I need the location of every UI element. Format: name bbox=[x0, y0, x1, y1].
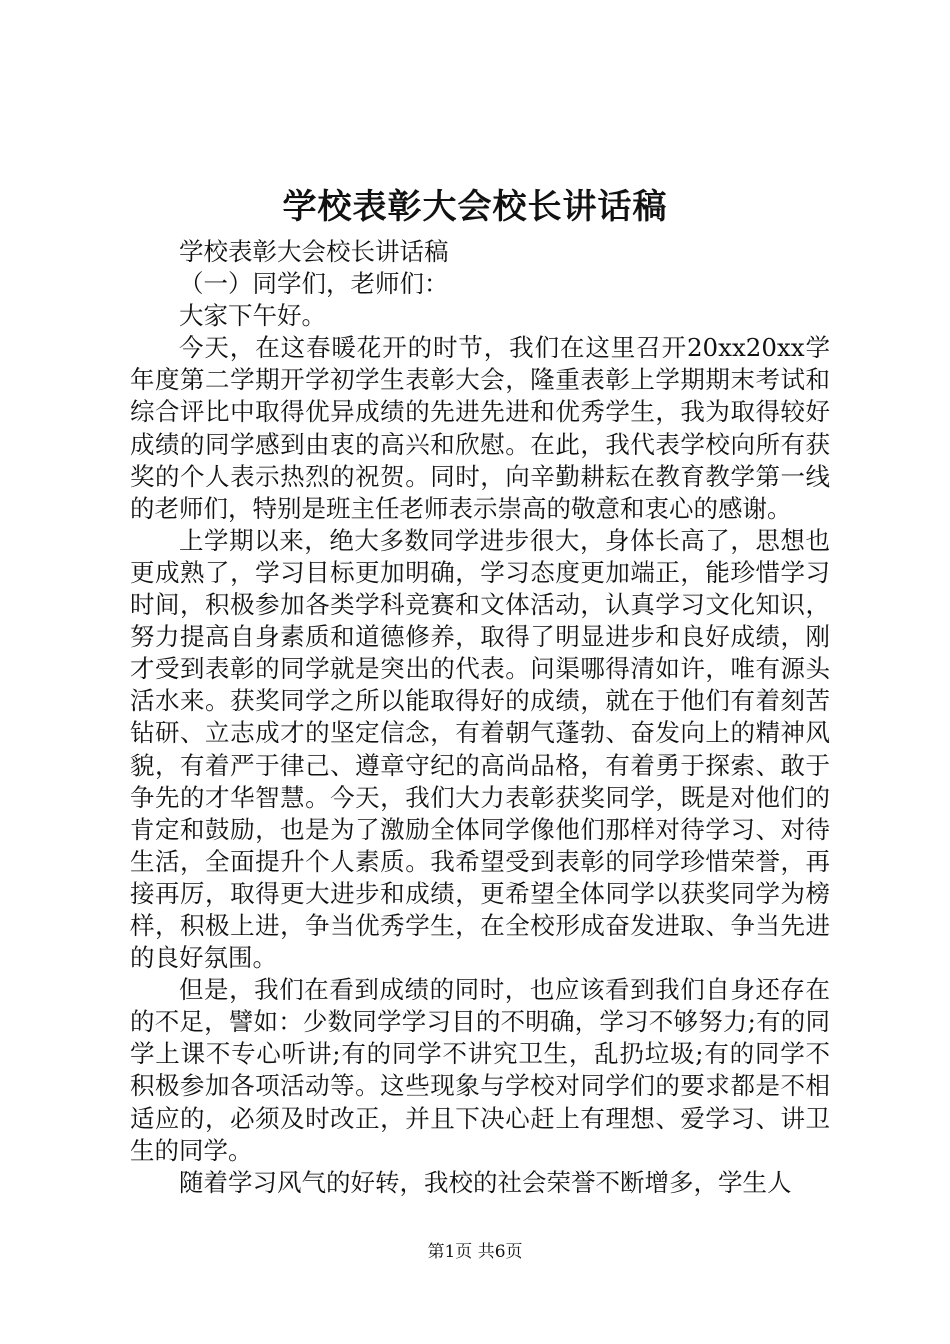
paragraph-achievements: 上学期以来，绝大多数同学进步很大，身体长高了，思想也更成熟了，学习目标更加明确，学习态度更加端正，能珍惜学习时间，积极参加各类学科竞赛和文体活动，认真学习文化知识，努力提高自身素质和道德修养，取得了明显进步和良好成绩，刚才受到表彰的同学就是突出的代表。问渠哪得清如许，唯有源头活水来。获奖同学之所以能取得好的成绩，就在于他们有着刻苦钻研、立志成才的坚定信念，有着朝气蓬勃、奋发向上的精神风貌，有着严于律己、遵章守纪的高尚品格，有着勇于探索、敢于争先的才华智慧。今天，我们大力表彰获奖同学，既是对他们的肯定和鼓励，也是为了激励全体同学像他们那样对待学习、对待生活，全面提升个人素质。我希望受到表彰的同学珍惜荣誉，再接再厉，取得更大进步和成绩，更希望全体同学以获奖同学为榜样，积极上进，争当优秀学生，在全校形成奋发进取、争当先进的良好氛围。 bbox=[130, 525, 830, 973]
paragraph-continuation: 随着学习风气的好转，我校的社会荣誉不断增多，学生人 bbox=[179, 1167, 792, 1197]
document-title: 学校表彰大会校长讲话稿 bbox=[282, 187, 668, 227]
paragraph-shortcomings: 但是，我们在看到成绩的同时，也应该看到我们自身还存在的不足，譬如：少数同学学习目的不明确，学习不够努力;有的同学上课不专心听讲;有的同学不讲究卫生，乱扔垃圾;有的同学不积极参加各项活动等。这些现象与学校对同学们的要求都是不相适应的，必须及时改正，并且下决心赶上有理想、爱学习、讲卫生的同学。 bbox=[130, 975, 830, 1165]
paragraph-greeting: 大家下午好。 bbox=[179, 301, 326, 331]
paragraph-opening: 今天，在这春暖花开的时节，我们在这里召开20xx20xx学年度第二学期开学初学生表彰大会，隆重表彰上学期期末考试和综合评比中取得优异成绩的先进先进和优秀学生，我为取得较好成绩的同学感到由衷的高兴和欣慰。在此，我代表学校向所有获奖的个人表示热烈的祝贺。同时，向辛勤耕耘在教育教学第一线的老师们，特别是班主任老师表示崇高的敬意和衷心的感谢。 bbox=[130, 333, 830, 523]
paragraph-subtitle: 学校表彰大会校长讲话稿 bbox=[179, 237, 449, 266]
paragraph-salutation: （一）同学们，老师们： bbox=[179, 269, 449, 299]
document-body bbox=[130, 236, 830, 1199]
page-number: 第1页 共6页 bbox=[427, 1242, 523, 1262]
